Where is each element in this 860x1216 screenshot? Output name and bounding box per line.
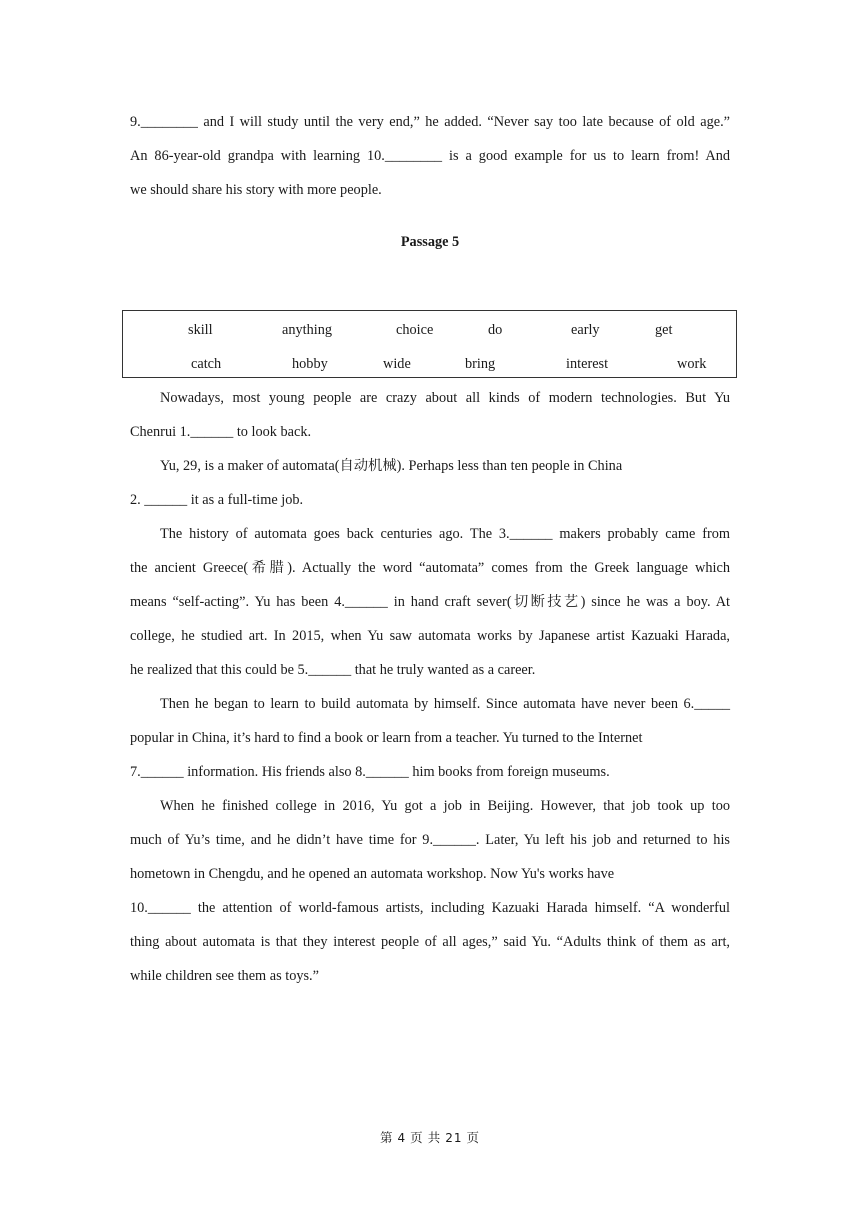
passage-line-6: the ancient Greece(希腊). Actually the word “automata” comes from the Greek language which	[130, 560, 730, 576]
top-passage-line-3: we should share his story with more people.	[130, 182, 382, 198]
passage-line-12: 7.______ information. His friends also 8.______ him books from foreign museums.	[130, 764, 610, 780]
passage-line-16: 10.______ the attention of world-famous artists, including Kazuaki Harada himself. “A wonderful	[130, 900, 730, 916]
word-bank-item: catch	[191, 356, 222, 372]
top-passage-line-2: An 86-year-old grandpa with learning 10.________ is a good example for us to learn from! And	[130, 148, 730, 164]
footer-ye: 页	[466, 1131, 481, 1145]
word-bank-item: get	[655, 322, 673, 338]
passage-line-3: Yu, 29, is a maker of automata(自动机械). Perhaps less than ten people in China	[160, 458, 623, 474]
total-pages: 21	[445, 1131, 463, 1145]
passage-line-18: while children see them as toys.”	[130, 968, 319, 984]
passage-line-4: 2. ______ it as a full-time job.	[130, 492, 304, 508]
passage-line-8: college, he studied art. In 2015, when Yu saw automata works by Japanese artist Kazuaki Harada,	[130, 628, 730, 644]
word-bank-item: skill	[188, 322, 213, 338]
passage-line-7: means “self-acting”. Yu has been 4.______ in hand craft sever(切断技艺) since he was a boy. At	[130, 594, 730, 610]
passage-line-10: Then he began to learn to build automata by himself. Since automata have never been 6._____	[160, 696, 730, 712]
footer-gong: 共	[427, 1131, 442, 1145]
word-bank-item: hobby	[292, 356, 328, 372]
passage-title: Passage 5	[400, 234, 460, 250]
word-bank-item: early	[571, 322, 600, 338]
word-bank-item: anything	[282, 322, 333, 338]
passage-line-17: thing about automata is that they interest people of all ages,” said Yu. “Adults think of them as art,	[130, 934, 730, 950]
passage-line-11: popular in China, it’s hard to find a book or learn from a teacher. Yu turned to the Internet	[130, 730, 643, 746]
passage-line-2: Chenrui 1.______ to look back.	[130, 424, 312, 440]
passage-line-5: The history of automata goes back centuries ago. The 3.______ makers probably came from	[160, 526, 730, 542]
page-number: 4	[397, 1131, 407, 1145]
word-bank-item: do	[488, 322, 503, 338]
passage-line-9: he realized that this could be 5.______ that he truly wanted as a career.	[130, 662, 536, 678]
word-bank-item: bring	[465, 356, 496, 372]
word-bank-item: wide	[383, 356, 411, 372]
page-footer	[0, 1130, 860, 1146]
word-bank-item: interest	[566, 356, 609, 372]
passage-line-13: When he finished college in 2016, Yu got a job in Beijing. However, that job took up too	[160, 798, 730, 814]
word-bank-item: work	[677, 356, 707, 372]
footer-di: 第	[379, 1131, 394, 1145]
footer-ye: 页	[410, 1131, 424, 1145]
word-bank-box	[122, 310, 737, 378]
passage-line-14: much of Yu’s time, and he didn’t have time for 9.______. Later, Yu left his job and returned to his	[130, 832, 730, 848]
word-bank-item: choice	[396, 322, 434, 338]
passage-line-15: hometown in Chengdu, and he opened an automata workshop. Now Yu's works have	[130, 866, 615, 882]
top-passage-line-1: 9.________ and I will study until the very end,” he added. “Never say too late because of old age.”	[130, 114, 730, 130]
passage-line-1: Nowadays, most young people are crazy about all kinds of modern technologies. But Yu	[160, 390, 730, 406]
